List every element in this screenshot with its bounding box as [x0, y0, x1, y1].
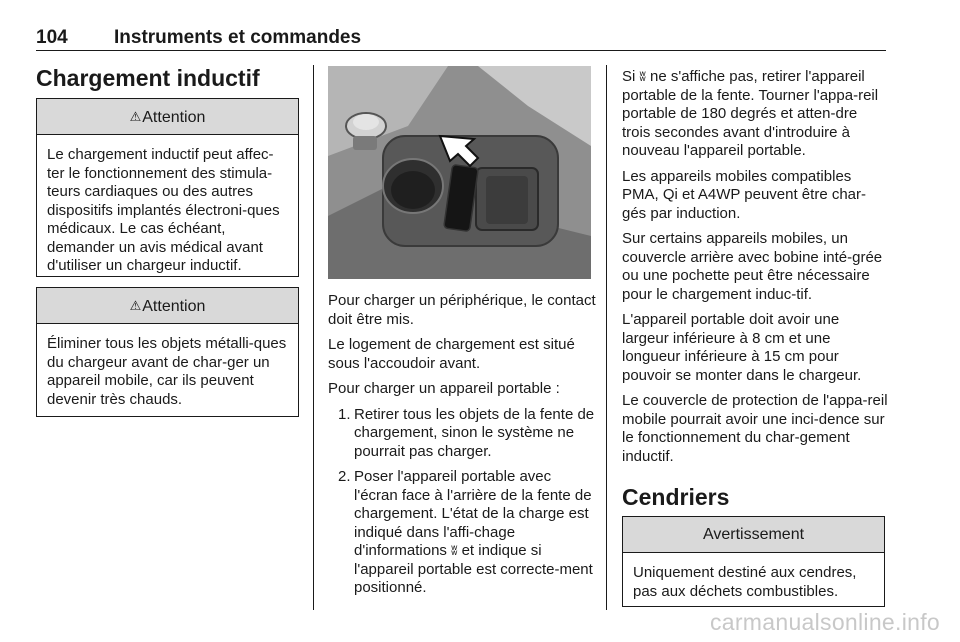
step-text: Poser l'appareil portable avec l'écran face à l'arrière de la fente de chargement. L'état de la charge est indiqué dans l'affi-chage d'informations [354, 468, 592, 559]
phone-charging-icon: ʬ [639, 69, 646, 84]
charging-steps-list [328, 406, 596, 598]
attention-box-2-header [37, 288, 298, 324]
column-divider-1 [313, 65, 314, 610]
notice-box-text: Uniquement destiné aux cendres, pas aux déchets combustibles. [633, 564, 857, 600]
step-text: Retirer tous les objets de la fente de chargement, sinon le système ne pourrait pas charger. [354, 405, 595, 460]
step-number: 1. [338, 405, 351, 423]
section-title-inductive-charging: Chargement inductif [36, 65, 260, 91]
step-number: 2. [338, 468, 351, 485]
page-header [36, 27, 886, 51]
step-text: et indique si l'appareil portable est correcte-ment positionné. [354, 542, 593, 596]
chapter-title: Instruments et commandes [114, 27, 362, 48]
attention-box-2 [36, 287, 299, 417]
watermark: carmanualsonline.info [709, 609, 940, 635]
list-item [328, 406, 596, 462]
attention-box-1-text: Le chargement inductif peut affec-ter le fonctionnement des stimula-teurs cardiaques ou des autres dispositifs implantés électroni-ques médicaux. Le cas échéant, demander un avis médical avant d'utiliser un chargeur inductif. [47, 146, 280, 274]
attention-label: Attention [142, 298, 206, 315]
charging-tray-photo [328, 66, 591, 279]
notice-box-header: Avertissement [623, 517, 884, 553]
paragraph-ignition: Pour charger un périphérique, le contact doit être mis. [328, 292, 596, 328]
paragraph-protective-cover: Le couvercle de protection de l'appa-reil mobile pourrait avoir une inci-dence sur le fonctionnement du char-gement inductif. [622, 392, 888, 465]
paragraph-text: ne s'affiche pas, retirer l'appareil portable de la fente. Tourner l'appa-reil portable de 180 degrés et atten-dre trois secondes avant d'introduire à nouveau l'appareil portable. [622, 68, 879, 159]
middle-column-text [328, 292, 596, 605]
column-divider-2 [606, 65, 607, 610]
paragraph-procedure-intro: Pour charger un appareil portable : [328, 380, 560, 397]
list-item [328, 468, 596, 598]
header-rule [36, 50, 886, 51]
attention-box-1 [36, 98, 299, 277]
right-column-text [622, 68, 888, 473]
page-number: 104 [36, 27, 68, 48]
paragraph-text: Si [622, 68, 636, 85]
paragraph-back-cover: Sur certains appareils mobiles, un couvercle arrière avec bobine inté-grée ou une pochette peut être nécessaire pour le chargement induc-tif. [622, 230, 883, 303]
paragraph-dimensions: L'appareil portable doit avoir une largeur inférieure à 8 cm et une longueur inférieure à 15 cm pour pouvoir se monter dans le chargeur. [622, 311, 862, 384]
phone-charging-icon: ʬ [451, 543, 458, 558]
attention-label: Attention [142, 109, 206, 126]
attention-box-1-header [37, 99, 298, 135]
paragraph-compatible-devices: Les appareils mobiles compatibles PMA, Qi et A4WP peuvent être char-gés par induction. [622, 167, 866, 222]
paragraph-location: Le logement de chargement est situé sous l'accoudoir avant. [328, 336, 575, 372]
charging-tray-illustration [328, 66, 591, 279]
section-title-ashtrays: Cendriers [622, 484, 730, 510]
warning-triangle-icon: ⚠ [129, 298, 142, 313]
warning-triangle-icon: ⚠ [129, 109, 142, 124]
paragraph-reposition [622, 68, 888, 161]
notice-box [622, 516, 885, 607]
attention-box-2-text: Éliminer tous les objets métalli-ques du chargeur avant de char-ger un appareil mobile, car ils peuvent devenir très chauds. [47, 335, 287, 408]
